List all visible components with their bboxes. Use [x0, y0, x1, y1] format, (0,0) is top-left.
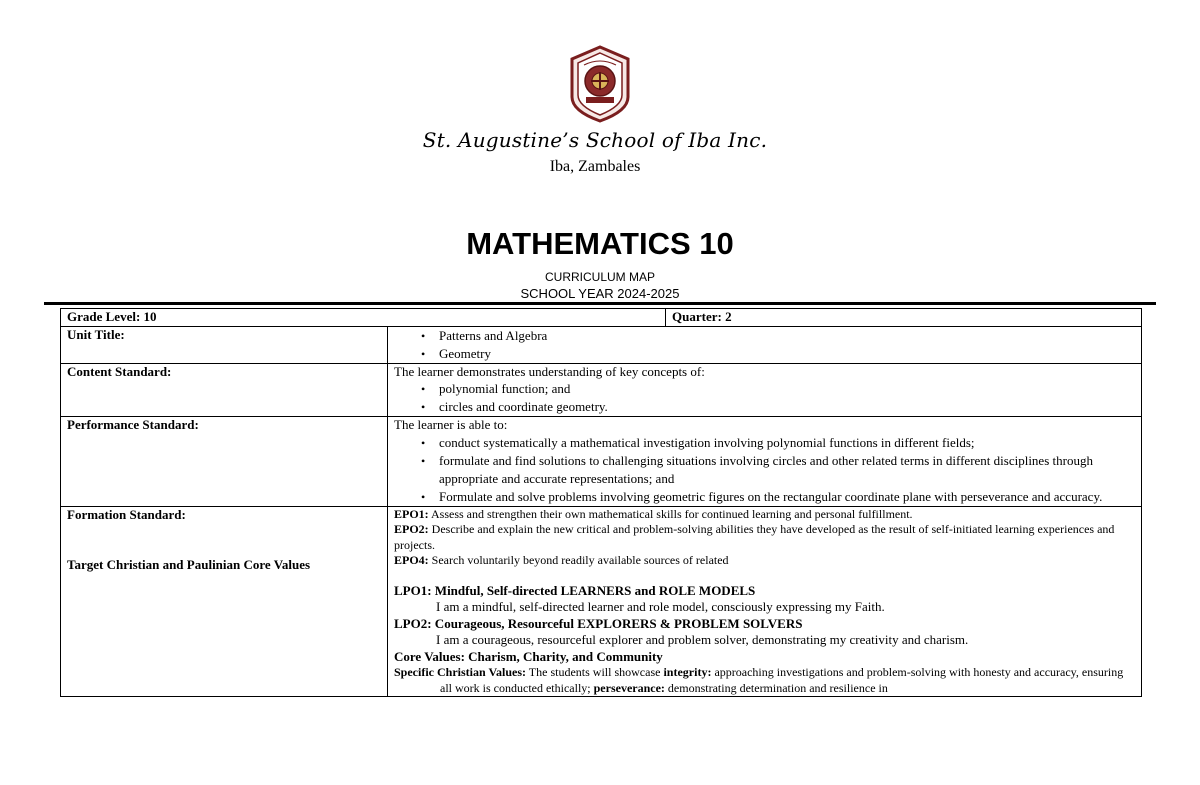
- content-standard-row: [61, 363, 1142, 417]
- list-item: • Formulate and solve problems involving geometric figures on the rectangular coordinate plane with perseverance and accuracy.: [439, 488, 1135, 506]
- epo2-label: EPO2:: [394, 522, 429, 536]
- lpo2-text: I am a courageous, resourceful explorer and problem solver, demonstrating my creativity and charism.: [436, 632, 969, 647]
- core-values: Core Values: Charism, Charity, and Community: [394, 648, 663, 664]
- formation-standard-label: Formation Standard:: [67, 506, 186, 522]
- unit-title-row: [61, 326, 1142, 363]
- epo4-text: Search voluntarily beyond readily available sources of related: [428, 553, 729, 567]
- performance-standard-intro: The learner is able to:: [394, 417, 508, 432]
- perseverance-label: perseverance:: [593, 680, 665, 695]
- list-item: • polynomial function; and: [439, 380, 1135, 398]
- list-item: • circles and coordinate geometry.: [439, 398, 1135, 416]
- unit-title-label: Unit Title:: [61, 326, 388, 363]
- integrity-label: integrity:: [663, 665, 712, 679]
- epo2-text: Describe and explain the new critical and problem-solving abilities they have developed as the result of self-initiated learning experiences and projects.: [394, 522, 1115, 552]
- grade-level: Grade Level: 10: [61, 309, 666, 327]
- specific-values-label: Specific Christian Values:: [394, 665, 527, 679]
- content-standard-list: [394, 380, 1135, 416]
- lpo1-text: I am a mindful, self-directed learner and role model, consciously expressing my Faith.: [436, 599, 885, 614]
- perseverance-text: demonstrating determination and resilience in: [664, 680, 888, 695]
- grade-quarter-row: [61, 309, 1142, 327]
- list-item: • Geometry: [439, 345, 1135, 363]
- content-standard-label: Content Standard:: [61, 363, 388, 417]
- formation-standard-value: [388, 506, 1142, 697]
- epo1: [394, 507, 1135, 523]
- epo1-text: Assess and strengthen their own mathematical skills for continued learning and personal fulfillment.: [428, 506, 913, 521]
- list-item: • formulate and find solutions to challenging situations involving circles and other related terms in different disciplines through appropriate and accurate representations; and: [439, 452, 1135, 488]
- epo1-label: EPO1:: [394, 506, 429, 521]
- specific-christian-values: [394, 665, 1135, 696]
- performance-standard-row: [61, 417, 1142, 507]
- list-item: • Patterns and Algebra: [439, 327, 1135, 345]
- curriculum-map-table: [60, 308, 1142, 697]
- formation-standard-labels: [61, 506, 388, 697]
- header-divider: [44, 302, 1156, 305]
- list-item: • conduct systematically a mathematical investigation involving polynomial functions in different fields;: [439, 434, 1135, 452]
- school-logo: [566, 45, 634, 123]
- quarter: Quarter: 2: [666, 309, 1142, 327]
- unit-title-list: [394, 327, 1135, 363]
- document-title: MATHEMATICS 10: [466, 226, 734, 261]
- unit-title-value: [388, 326, 1142, 363]
- epo2: [394, 522, 1135, 553]
- core-values-label: Target Christian and Paulinian Core Values: [67, 557, 311, 572]
- performance-standard-list: [394, 434, 1135, 506]
- formation-standard-row: [61, 506, 1142, 697]
- school-location: Iba, Zambales: [549, 158, 641, 175]
- lpo1-title: LPO1: Mindful, Self-directed LEARNERS and ROLE MODELS: [394, 582, 756, 598]
- lpo2-title: LPO2: Courageous, Resourceful EXPLORERS & PROBLEM SOLVERS: [394, 615, 803, 631]
- epo4: [394, 553, 1135, 569]
- performance-standard-value: [388, 417, 1142, 507]
- school-name: St. Augustine’s School of Iba Inc.: [422, 128, 768, 152]
- content-standard-value: [388, 363, 1142, 417]
- label-spacer: [67, 523, 381, 557]
- integrity-text: approaching investigations and problem-solving with honesty and accuracy, ensuring all work is conducted ethically;: [440, 665, 1124, 695]
- school-year: SCHOOL YEAR 2024-2025: [520, 286, 680, 301]
- section-spacer: [394, 569, 1135, 583]
- content-standard-intro: The learner demonstrates understanding of key concepts of:: [394, 363, 705, 379]
- document-subtitle: CURRICULUM MAP: [544, 270, 655, 284]
- performance-standard-label: Performance Standard:: [61, 417, 388, 507]
- epo4-label: EPO4:: [394, 553, 429, 567]
- specific-values-text: The students will showcase: [526, 665, 664, 679]
